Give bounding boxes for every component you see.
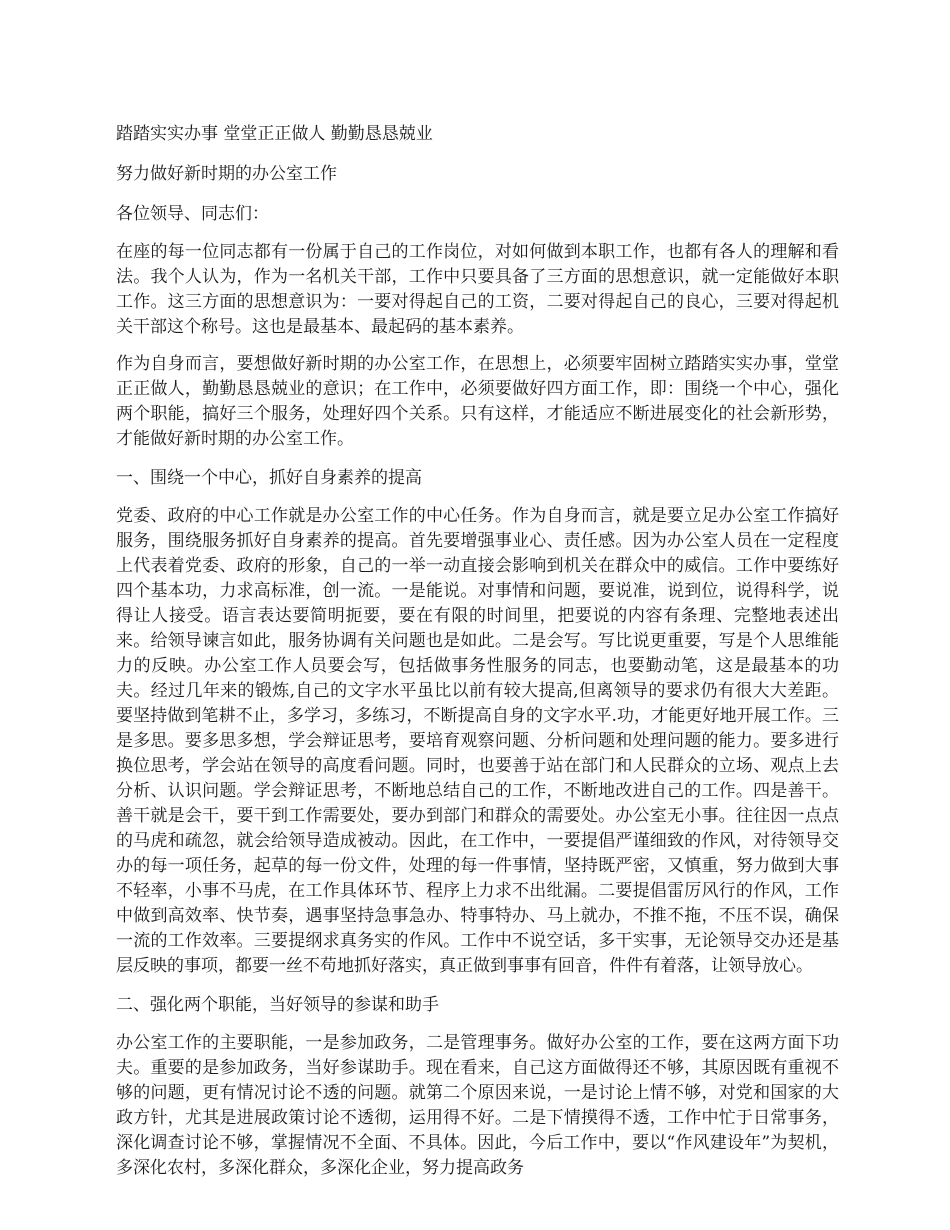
intro-paragraph-1: 在座的每一位同志都有一份属于自己的工作岗位，对如何做到本职工作，也都有各人的理解和看法。我个人认为，作为一名机关干部，工作中只要具备了三方面的思想意识，就一定能做好本职工作。这三方面的思想意识为：一要对得起自己的工资，二要对得起自己的良心，三要对得起机关干部这个称号。这也是最基本、最起码的基本素养。: [116, 242, 839, 337]
section-heading-2: 二、强化两个职能，当好领导的参谋和助手: [116, 995, 439, 1015]
document-title: 踏踏实实办事 堂堂正正做人 勤勤恳恳兢业: [116, 124, 433, 144]
section-2-body: 办公室工作的主要职能，一是参加政务，二是管理事务。做好办公室的工作，要在这两方面下功夫。重要的是参加政务，当好参谋助手。现在看来，自己这方面做得还不够，其原因既有重视不够的问题，更有情况讨论不透的问题。就第二个原因来说，一是讨论上情不够，对党和国家的大政方针，尤其是进展政策讨论不透彻，运用得不好。二是下情摸得不透，工作中忙于日常事务，深化调查讨论不够，掌握情况不全面、不具体。因此，今后工作中，要以“作风建设年”为契机，多深化农村，多深化群众，多深化企业，努力提高政务: [116, 1033, 839, 1178]
document-page: [116, 120, 839, 1193]
greeting: 各位领导、同志们：: [116, 204, 269, 224]
section-heading-1: 一、围绕一个中心，抓好自身素养的提高: [116, 468, 422, 488]
section-1-body: 党委、政府的中心工作就是办公室工作的中心任务。作为自身而言，就是要立足办公室工作搞好服务，围绕服务抓好自身素养的提高。首先要增强事业心、责任感。因为办公室人员在一定程度上代表着党委、政府的形象，自己的一举一动直接会影响到机关在群众中的威信。工作中要练好四个基本功，力求高标准，创一流。一是能说。对事情和问题，要说准，说到位，说得科学，说得让人接受。语言表达要简明扼要，要在有限的时间里，把要说的内容有条理、完整地表述出来。给领导谏言如此，服务协调有关问题也是如此。二是会写。写比说更重要，写是个人思维能力的反映。办公室工作人员要会写，包括做事务性服务的同志，也要勤动笔，这是最基本的功夫。经过几年来的锻炼,自己的文字水平虽比以前有较大提高,但离领导的要求仍有很大大差距。要坚持做到笔耕不止，多学习，多练习，不断提高自身的文字水平.功，才能更好地开展工作。三是多思。要多思多想，学会辩证思考，要培育观察问题、分析问题和处理问题的能力。要多进行换位思考，学会站在领导的高度看问题。同时，也要善于站在部门和人民群众的立场、观点上去分析、认识问题。学会辩证思考，不断地总结自己的工作，不断地改进自己的工作。四是善干。善干就是会干，要干到工作需要处，要办到部门和群众的需要处。办公室无小事。往往因一点点的马虎和疏忽，就会给领导造成被动。因此，在工作中，一要提倡严谨细致的作风，对待领导交办的每一项任务，起草的每一份文件，处理的每一件事情，坚持既严密，又慎重，努力做到大事不轻率，小事不马虎，在工作具体环节、程序上力求不出纰漏。二要提倡雷厉风行的作风，工作中做到高效率、快节奏，遇事坚持急事急办、特事特办、马上就办，不推不拖，不压不误，确保一流的工作效率。三要提纲求真务实的作风。工作中不说空话，多干实事，无论领导交办还是基层反映的事项，都要一丝不苟地抓好落实，真正做到事事有回音，件件有着落，让领导放心。: [116, 506, 839, 976]
intro-paragraph-2: 作为自身而言，要想做好新时期的办公室工作，在思想上，必须要牢固树立踏踏实实办事，堂堂正正做人，勤勤恳恳兢业的意识；在工作中，必须要做好四方面工作，即：围绕一个中心，强化两个职能，搞好三个服务，处理好四个关系。只有这样，才能适应不断进展变化的社会新形势，才能做好新时期的办公室工作。: [116, 354, 839, 449]
document-subtitle: 努力做好新时期的办公室工作: [116, 164, 337, 184]
